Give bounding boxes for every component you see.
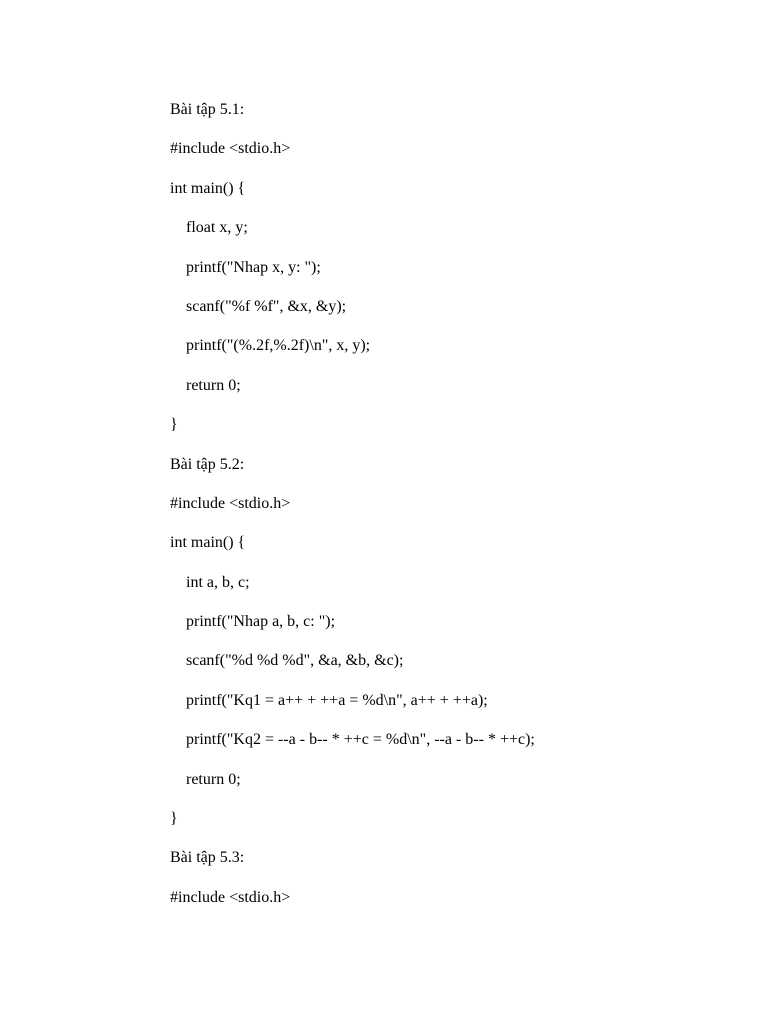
exercise-heading-5-3: Bài tập 5.3:	[170, 849, 245, 867]
code-line: printf("Nhap x, y: ");	[186, 258, 321, 276]
code-line: printf("Kq2 = --a - b-- * ++c = %d\n", --a - b-- * ++c);	[186, 731, 535, 749]
code-line: }	[170, 416, 178, 434]
code-line: #include <stdio.h>	[170, 888, 291, 906]
code-line: printf("Kq1 = a++ + ++a = %d\n", a++ + ++a);	[186, 691, 488, 709]
document-body	[170, 99, 730, 926]
exercise-heading-5-1: Bài tập 5.1:	[170, 101, 245, 118]
code-line: int main() {	[170, 534, 246, 552]
code-line: }	[170, 810, 178, 828]
code-line: scanf("%d %d %d", &a, &b, &c);	[186, 652, 404, 670]
code-line: printf("(%.2f,%.2f)\n", x, y);	[186, 337, 371, 355]
code-line: #include <stdio.h>	[170, 494, 291, 512]
code-line: int main() {	[170, 179, 246, 197]
code-line: float x, y;	[186, 219, 248, 237]
code-line: scanf("%f %f", &x, &y);	[186, 297, 347, 315]
code-line: printf("Nhap a, b, c: ");	[186, 613, 336, 631]
exercise-heading-5-2: Bài tập 5.2:	[170, 455, 245, 473]
code-line: int a, b, c;	[186, 573, 250, 591]
code-line: return 0;	[186, 770, 241, 788]
code-line: #include <stdio.h>	[170, 140, 291, 158]
code-line: return 0;	[186, 376, 241, 394]
